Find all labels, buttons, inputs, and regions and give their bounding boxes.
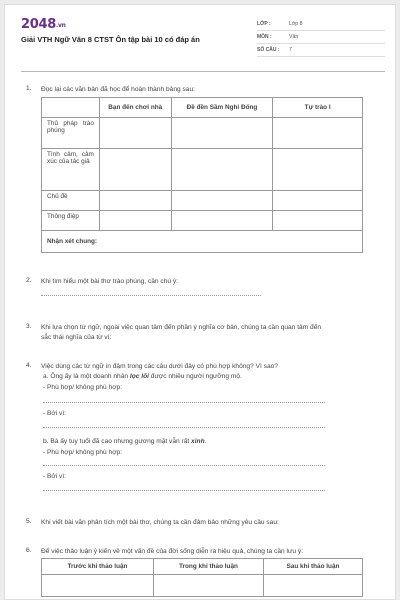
question-6-text: Để việc thảo luận ý kiến về một vấn đề của đời sống diễn ra hiệu quả, chúng ta cần lưu ý: [41,548,304,555]
answer-line[interactable] [43,490,325,491]
row-label: Thông điệp [42,211,100,231]
question-3-text-cont: sắc thái nghĩa của từ vì: [41,334,112,341]
answer-line[interactable] [43,402,325,403]
document-title: Giải VTH Ngữ Văn 8 CTST Ôn tập bài 10 có đáp án [21,35,200,44]
row-label: Tình cảm, cảm xúc của tác giả [42,149,100,191]
table-header: Trong khi thảo luận [153,559,263,575]
question-4a-text: a. Ông ấy là một doanh nhân lọc lõi được nhiều người ngưỡng mộ. [43,373,242,380]
row-label: Chủ đề [42,191,100,211]
table-header: Đề đền Sầm Nghi Đống [171,98,273,118]
question-6-table [41,558,363,597]
meta-label: MÔN : [257,34,272,40]
answer-cell[interactable] [171,149,273,191]
answer-cell[interactable] [171,118,273,149]
question-4b-text: b. Bà ấy tuy tuổi đã cao nhưng gương mặt vẫn rất xinh. [43,438,207,445]
reason-label: - Bởi vì: [43,410,67,417]
site-logo[interactable]: 2048.vn [21,17,66,32]
header-divider [21,71,385,72]
meta-row-count [257,44,385,57]
answer-line[interactable] [43,465,325,466]
table-corner [42,98,100,118]
question-number: 5. [26,518,32,525]
fit-label: - Phù hợp/ không phù hợp: [43,384,123,391]
question-2-text: Khi tìm hiểu một bài thơ trào phúng, cần chú ý: [41,278,179,285]
meta-value: Lớp 8 [289,21,303,27]
table-header: Sau khi thảo luận [263,559,362,575]
answer-cell[interactable] [171,191,273,211]
question-number: 4. [26,362,32,369]
meta-value: 7 [289,47,292,53]
fit-label: - Phù hợp/ không phù hợp: [43,449,123,456]
answer-line[interactable] [41,295,261,296]
meta-row-subject [257,31,385,44]
meta-value: Văn [289,34,299,40]
question-number: 6. [26,547,32,554]
meta-row-class [257,18,385,31]
answer-cell[interactable] [153,575,263,597]
answer-cell[interactable] [99,191,171,211]
page-header [5,5,397,65]
question-3-text: Khi lựa chọn từ ngữ, ngoài việc quan tâm đến phần ý nghĩa cơ bản, chúng ta cần quan tâm đến [41,324,322,331]
table-header: Bạn đến chơi nhà [99,98,171,118]
table-header: Trước khi thảo luận [42,559,154,575]
table-header: Tự trào I [273,98,363,118]
answer-cell[interactable] [99,118,171,149]
answer-cell[interactable] [99,211,171,231]
answer-cell[interactable] [273,118,363,149]
question-4-text: Việc dùng các từ ngữ in đậm trong các câu dưới đây có phù hợp không? Vì sao? [41,363,278,370]
row-label: Thủ pháp trào phúng [42,118,100,149]
answer-cell[interactable] [99,149,171,191]
document-page [4,4,396,600]
question-number: 1. [26,85,32,92]
meta-label: LỚP : [257,21,271,27]
answer-cell[interactable] [273,211,363,231]
answer-cell[interactable] [42,575,154,597]
question-5-text: Khi viết bài văn phân tích một bài thơ, chúng ta cần đảm bảo những yêu cầu sau: [41,519,279,526]
answer-cell[interactable] [273,149,363,191]
reason-label: - Bởi vì: [43,473,67,480]
meta-panel [257,18,385,57]
question-1-table [41,97,363,253]
general-comment[interactable]: Nhận xét chung: [42,231,363,253]
answer-cell[interactable] [263,575,362,597]
question-number: 2. [26,277,32,284]
answer-line[interactable] [43,427,325,428]
answer-cell[interactable] [273,191,363,211]
question-number: 3. [26,323,32,330]
answer-cell[interactable] [171,211,273,231]
question-1-text: Đọc lại các văn bản đã học để hoàn thành bảng sau: [41,86,195,93]
meta-label: SỐ CÂU : [257,47,280,53]
